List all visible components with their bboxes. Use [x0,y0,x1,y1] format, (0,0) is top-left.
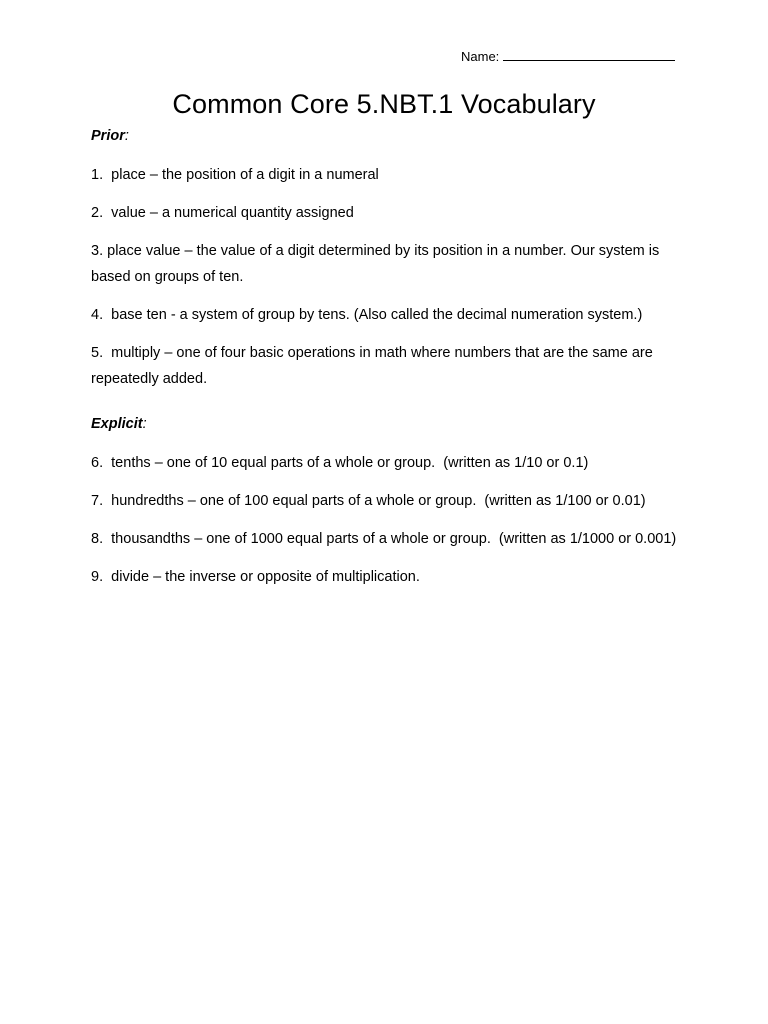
item-number: 5. [91,345,104,361]
item-definition: – one of 10 equal parts of a whole or group. (written as 1/10 or 0.1) [154,455,589,471]
item-definition: – one of four basic operations in math where numbers that are the same are repeatedly added. [91,345,653,387]
vocab-item-9 [91,564,691,590]
item-term: value [111,205,146,221]
vocab-item-7 [91,488,691,514]
item-definition: - a system of group by tens. (Also called the decimal numeration system.) [166,307,643,323]
item-definition: – one of 1000 equal parts of a whole or group. (written as 1/1000 or 0.001) [194,531,677,547]
item-definition: – the position of a digit in a numeral [149,167,379,183]
vocab-item-1 [91,162,691,188]
item-term: divide [111,569,150,585]
page-title: Common Core 5.NBT.1 Vocabulary [172,89,596,119]
vocabulary-content [91,124,691,602]
section-label-prior [91,124,691,148]
item-number: 3. [91,243,104,259]
item-term: tenths [111,455,151,471]
item-number: 1. [91,167,104,183]
name-label: Name: [461,49,500,64]
item-term: place [111,167,146,183]
item-number: 6. [91,455,104,471]
item-term: place value [107,243,181,259]
item-term: hundredths [111,493,184,509]
item-definition: – a numerical quantity assigned [149,205,354,221]
item-definition: – the value of a digit determined by its position in a number. Our system is based on groups of ten. [91,243,660,285]
vocab-item-4 [91,302,691,328]
item-definition: – the inverse or opposite of multiplication. [153,569,420,585]
name-blank-line[interactable] [503,47,675,61]
section-label-explicit [91,412,691,436]
prior-label-text: Prior [91,128,125,144]
vocab-item-2 [91,200,691,226]
name-field [461,47,675,66]
vocab-item-3 [91,238,691,290]
explicit-label-suffix: : [142,416,147,432]
item-term: multiply [111,345,161,361]
explicit-label-text: Explicit [91,416,143,432]
item-definition: – one of 100 equal parts of a whole or group. (written as 1/100 or 0.01) [187,493,646,509]
item-number: 4. [91,307,104,323]
prior-label-suffix: : [124,128,129,144]
item-number: 2. [91,205,104,221]
item-number: 9. [91,569,104,585]
item-term: base ten [111,307,167,323]
vocab-item-8 [91,526,691,552]
vocab-item-5 [91,340,691,392]
item-term: thousandths [111,531,191,547]
item-number: 8. [91,531,104,547]
item-number: 7. [91,493,104,509]
vocab-item-6 [91,450,691,476]
